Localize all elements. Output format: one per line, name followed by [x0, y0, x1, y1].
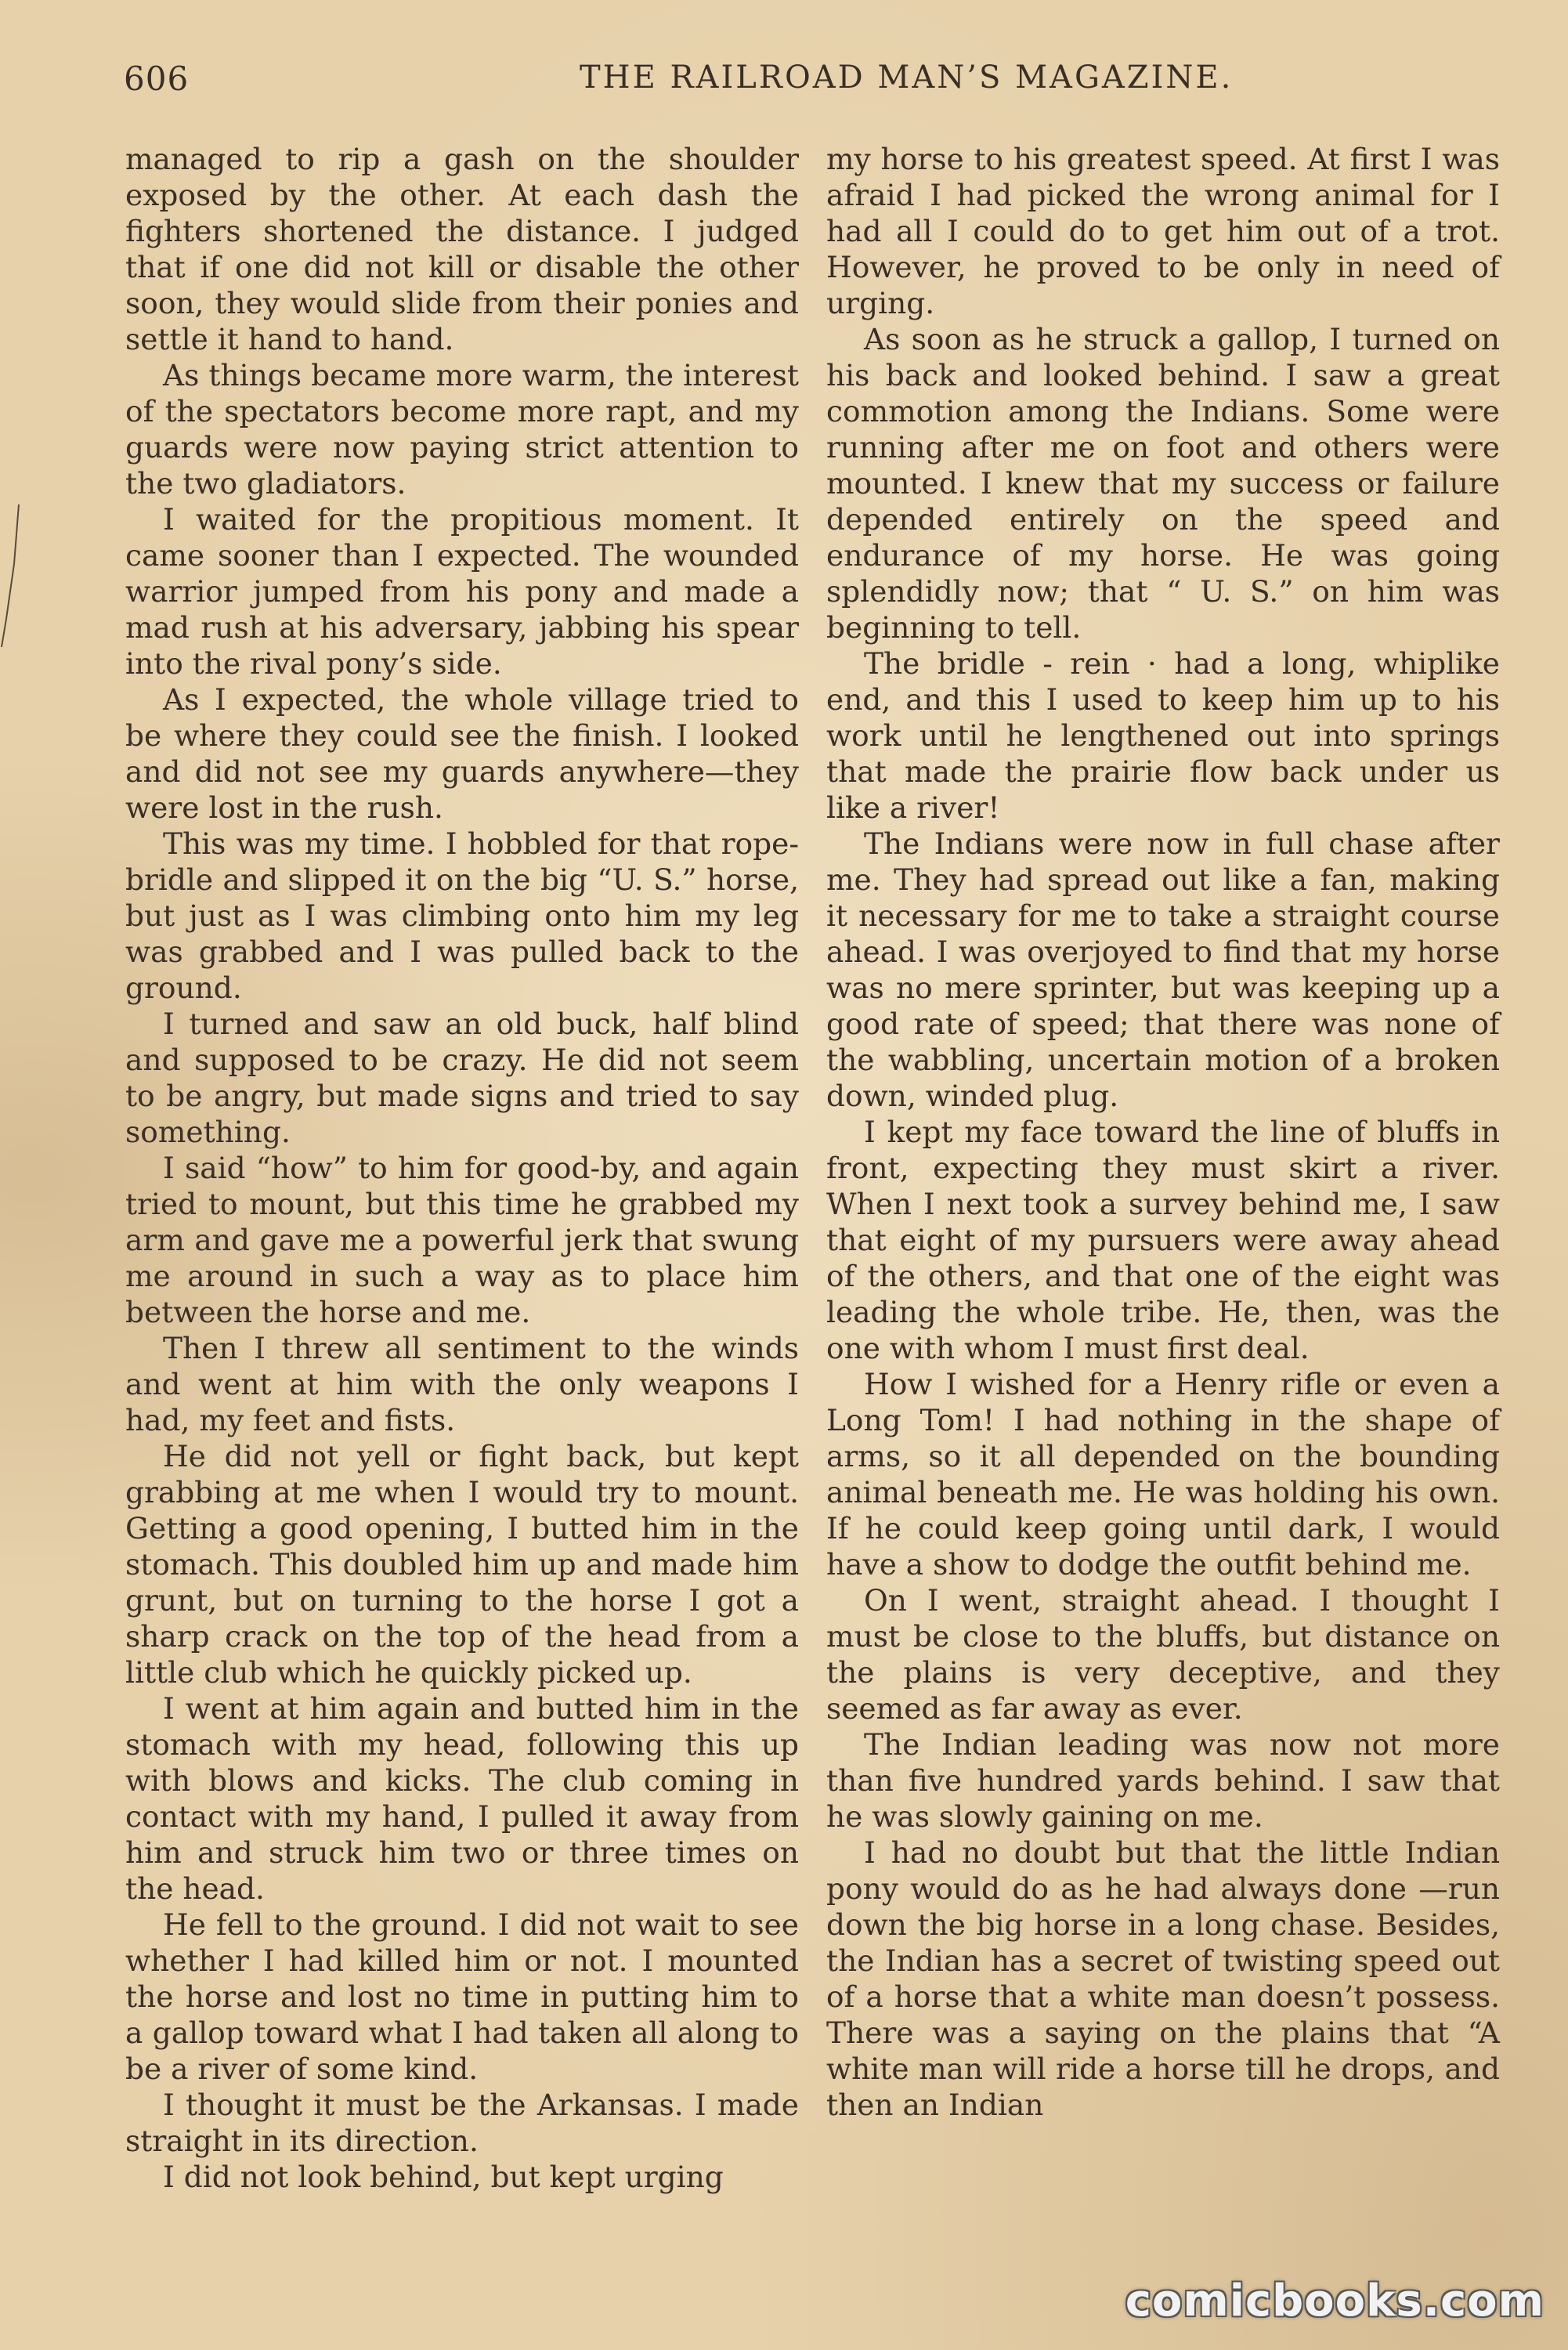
paragraph: I had no doubt but that the little Indian pony would do as he had always done —run down the big horse in a long chase. Besides, the Indian has a secret of twisting speed out of a horse that a white man doesn’t possess. There was a saying on the plains that “A white man will ride a horse till he drops, and then an Indian [826, 1835, 1500, 2122]
paragraph: I said “how” to him for good-by, and again tried to mount, but this time he grabbed my arm and gave me a powerful jerk that swung me around in such a way as to place him between the horse and me. [125, 1151, 799, 1329]
page-number: 606 [124, 60, 190, 98]
paragraph: The Indians were now in full chase after me. They had spread out like a fan, making it necessary for me to take a straight course ahead. I was overjoyed to find that my horse was no mere sprinter, but was keeping up a good rate of speed; that there was none of the wabbling, uncertain motion of a broken down, winded plug. [826, 826, 1500, 1113]
margin-pencil-mark [0, 501, 23, 650]
paragraph: He fell to the ground. I did not wait to see whether I had killed him or not. I mounted the horse and lost no time in putting him to a gallop toward what I had taken all along to be a river of some kind. [125, 1907, 799, 2086]
paragraph: How I wished for a Henry rifle or even a Long Tom! I had nothing in the shape of arms, so it all depended on the bounding animal beneath me. He was holding his own. If he could keep going until dark, I would have a show to dodge the outfit behind me. [826, 1367, 1500, 1582]
right-text-column [826, 141, 1500, 2123]
left-text-column [125, 141, 799, 2195]
paragraph: I went at him again and butted him in the stomach with my head, following this up with blows and kicks. The club coming in contact with my hand, I pulled it away from him and struck him two or three times on the head. [125, 1691, 799, 1906]
paragraph: I did not look behind, but kept urging [163, 2160, 724, 2194]
running-title: THE RAILROAD MAN’S MAGAZINE. [580, 60, 1234, 96]
paragraph: I kept my face toward the line of bluffs in front, expecting they must skirt a river. When I next took a survey behind me, I saw that eight of my pursuers were away ahead of the others, and that one of the eight was leading the whole tribe. He, then, was the one with whom I must first deal. [826, 1115, 1500, 1365]
paragraph: Then I threw all sentiment to the winds and went at him with the only weapons I had, my feet and fists. [125, 1331, 799, 1437]
paragraph: I waited for the propitious moment. It came sooner than I expected. The wounded warrior jumped from his pony and made a mad rush at his adversary, jabbing his spear into the rival pony’s side. [125, 502, 799, 681]
paragraph: As I expected, the whole village tried to be where they could see the finish. I looked and did not see my guards anywhere—they were lost in the rush. [125, 682, 799, 825]
paragraph: As soon as he struck a gallop, I turned on his back and looked behind. I saw a great commotion among the Indians. Some were running after me on foot and others were mounted. I knew that my success or failure depended entirely on the speed and endurance of my horse. He was going splendidly now; that “ U. S.” on him was beginning to tell. [826, 322, 1500, 645]
paragraph: On I went, straight ahead. I thought I must be close to the bluffs, but distance on the plains is very deceptive, and they seemed as far away as ever. [826, 1583, 1500, 1726]
paragraph: He did not yell or fight back, but kept grabbing at me when I would try to mount. Getting a good opening, I butted him in the stomach. This doubled him up and made him grunt, but on turning to the horse I got a sharp crack on the top of the head from a little club which he quickly picked up. [125, 1439, 799, 1690]
paragraph: This was my time. I hobbled for that rope-bridle and slipped it on the big “U. S.” horse, but just as I was climbing onto him my leg was grabbed and I was pulled back to the ground. [125, 826, 799, 1005]
paragraph: As things became more warm, the interest of the spectators become more rapt, and my guards were now paying strict attention to the two gladiators. [125, 358, 799, 501]
paragraph: my horse to his greatest speed. At first I was afraid I had picked the wrong animal for I had all I could do to get him out of a trot. However, he proved to be only in need of urging. [826, 142, 1500, 320]
paragraph: I thought it must be the Arkansas. I made straight in its direction. [125, 2088, 799, 2158]
paragraph: I turned and saw an old buck, half blind and supposed to be crazy. He did not seem to be angry, but made signs and tried to say something. [125, 1007, 799, 1149]
paragraph: The Indian leading was now not more than five hundred yards behind. I saw that he was slowly gaining on me. [826, 1727, 1500, 1834]
page-header [117, 55, 1480, 118]
paragraph: managed to rip a gash on the shoulder exposed by the other. At each dash the fighters shortened the distance. I judged that if one did not kill or disable the other soon, they would slide from their ponies and settle it hand to hand. [125, 142, 799, 356]
paragraph: The bridle - rein · had a long, whiplike end, and this I used to keep him up to his work until he lengthened out into springs that made the prairie flow back under us like a river! [826, 646, 1500, 825]
watermark-logo: comicbooks.com [1125, 2276, 1545, 2326]
